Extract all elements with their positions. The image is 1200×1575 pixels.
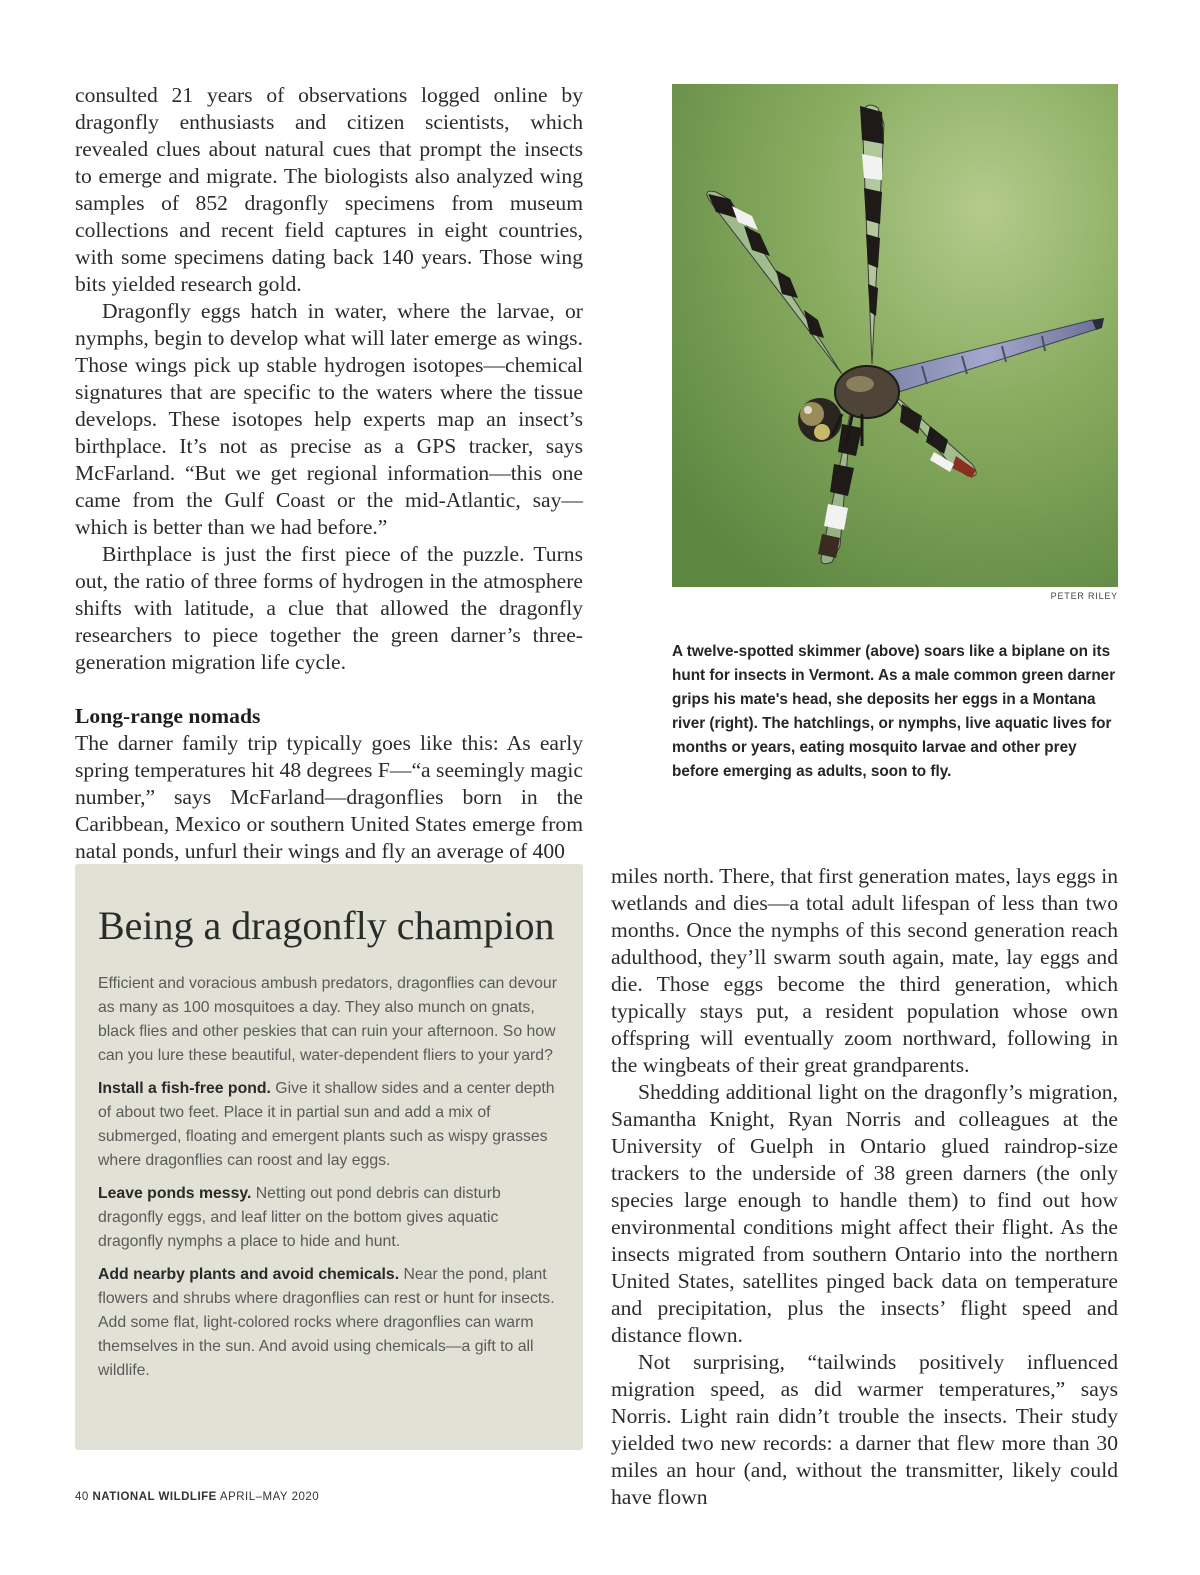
article-paragraph: Not surprising, “tailwinds positively influenced migration speed, as did warmer temperatures,” says Norris. Light rain didn’t trouble the insects. Their study yielded two new records: a darner that flew more than 30 miles an hour (and, without the transmitter, likely could have flown xyxy=(611,1350,1118,1509)
sidebar-box xyxy=(75,864,583,1450)
article-paragraph: The darner family trip typically goes like this: As early spring temperatures hit 48 degrees F—“a seemingly magic number,” says McFarland—dragonflies born in the Caribbean, Mexico or southern United States emerge from natal ponds, unfurl their wings and fly an average of 400 xyxy=(75,731,583,863)
tip-text: Netting out pond debris can disturb dragonfly eggs, and leaf litter on the bottom gives aquatic dragonfly nymphs a place to hide and hunt. xyxy=(98,1185,501,1250)
article-paragraph: Birthplace is just the first piece of the puzzle. Turns out, the ratio of three forms of hydrogen in the atmosphere shifts with latitude, a clue that allowed the dragonfly researchers to piece together the green darner’s three-generation migration life cycle. xyxy=(75,542,583,674)
tip-lead: Install a fish-free pond. xyxy=(98,1080,271,1097)
tip-text: Near the pond, plant flowers and shrubs where dragonflies can rest or hunt for insects. Add some flat, light-colored rocks where dragonflies can warm themselves in the sun. And avoid using chemicals—a gift to all wildlife. xyxy=(98,1266,555,1379)
article-paragraph: consulted 21 years of observations logged online by dragonfly enthusiasts and citizen scientists, which revealed clues about natural cues that prompt the insects to emerge and migrate. The biologists also analyzed wing samples of 852 dragonfly specimens from museum collections and recent field captures in eight countries, with some specimens dating back 140 years. Those wing bits yielded research gold. xyxy=(75,83,583,296)
publication-name: NATIONAL WILDLIFE xyxy=(92,1491,217,1503)
article-right-column xyxy=(611,863,1118,1511)
article-left-column xyxy=(75,82,583,865)
article-paragraph: miles north. There, that first generation mates, lays eggs in wetlands and dies—a total adult lifespan of less than two months. Once the nymphs of this second generation reach adulthood, they’ll swarm south again, mate, lay eggs and die. Those eggs become the third generation, which typically stays put, a resident population whose own offspring will eventually zoom northward, following in the wingbeats of their great grandparents. xyxy=(611,864,1118,1077)
sidebar-tip xyxy=(98,1263,563,1383)
dragonfly-photo xyxy=(672,84,1118,587)
sidebar-tip xyxy=(98,1182,563,1254)
tip-lead: Leave ponds messy. xyxy=(98,1185,252,1202)
article-paragraph: Shedding additional light on the dragonfly’s migration, Samantha Knight, Ryan Norris and colleagues at the University of Guelph in Ontario glued raindrop-size trackers to the underside of 38 green darners (the only species large enough to handle them) to find out how environmental conditions might affect their flight. As the insects migrated from southern Ontario into the northern United States, satellites pinged back data on temperature and precipitation, plus the insects’ flight speed and distance flown. xyxy=(611,1080,1118,1347)
issue-date: APRIL–MAY 2020 xyxy=(219,1491,320,1503)
page-footer xyxy=(75,1491,319,1503)
tip-text: Give it shallow sides and a center depth of about two feet. Place it in partial sun and add a mix of submerged, floating and emergent plants such as wispy grasses where dragonflies can roost and lay eggs. xyxy=(98,1080,555,1169)
sidebar-tip xyxy=(98,1077,563,1173)
sidebar-title: Being a dragonfly champion xyxy=(98,903,555,948)
section-subhead: Long-range nomads xyxy=(75,704,261,728)
article-paragraph: Dragonfly eggs hatch in water, where the larvae, or nymphs, begin to develop what will later emerge as wings. Those wings pick up stable hydrogen isotopes—chemical signatures that are specific to the waters where the tissue develops. These isotopes help experts map an insect’s birthplace. It’s not as precise as a GPS tracker, says McFarland. “But we get regional information—this one came from the Gulf Coast or the mid-Atlantic, say—which is better than we had before.” xyxy=(75,299,583,539)
sidebar-intro: Efficient and voracious ambush predators, dragonflies can devour as many as 100 mosquitoes a day. They also munch on gnats, black flies and other peskies that can ruin your afternoon. So how can you lure these beautiful, water-dependent fliers to your yard? xyxy=(98,975,557,1064)
paragraph-spacer xyxy=(75,676,583,703)
dragonfly-illustration xyxy=(672,84,1118,587)
page-number: 40 xyxy=(75,1491,89,1503)
photo-caption: A twelve-spotted skimmer (above) soars like a biplane on its hunt for insects in Vermont. As a male common green darner grips his mate's head, she deposits her eggs in a Montana river (right). The hatchlings, or nymphs, live aquatic lives for months or years, eating mosquito larvae and other prey before emerging as adults, soon to fly. xyxy=(672,643,1116,780)
tip-lead: Add nearby plants and avoid chemicals. xyxy=(98,1266,400,1283)
photo-credit: PETER RILEY xyxy=(1050,591,1118,601)
